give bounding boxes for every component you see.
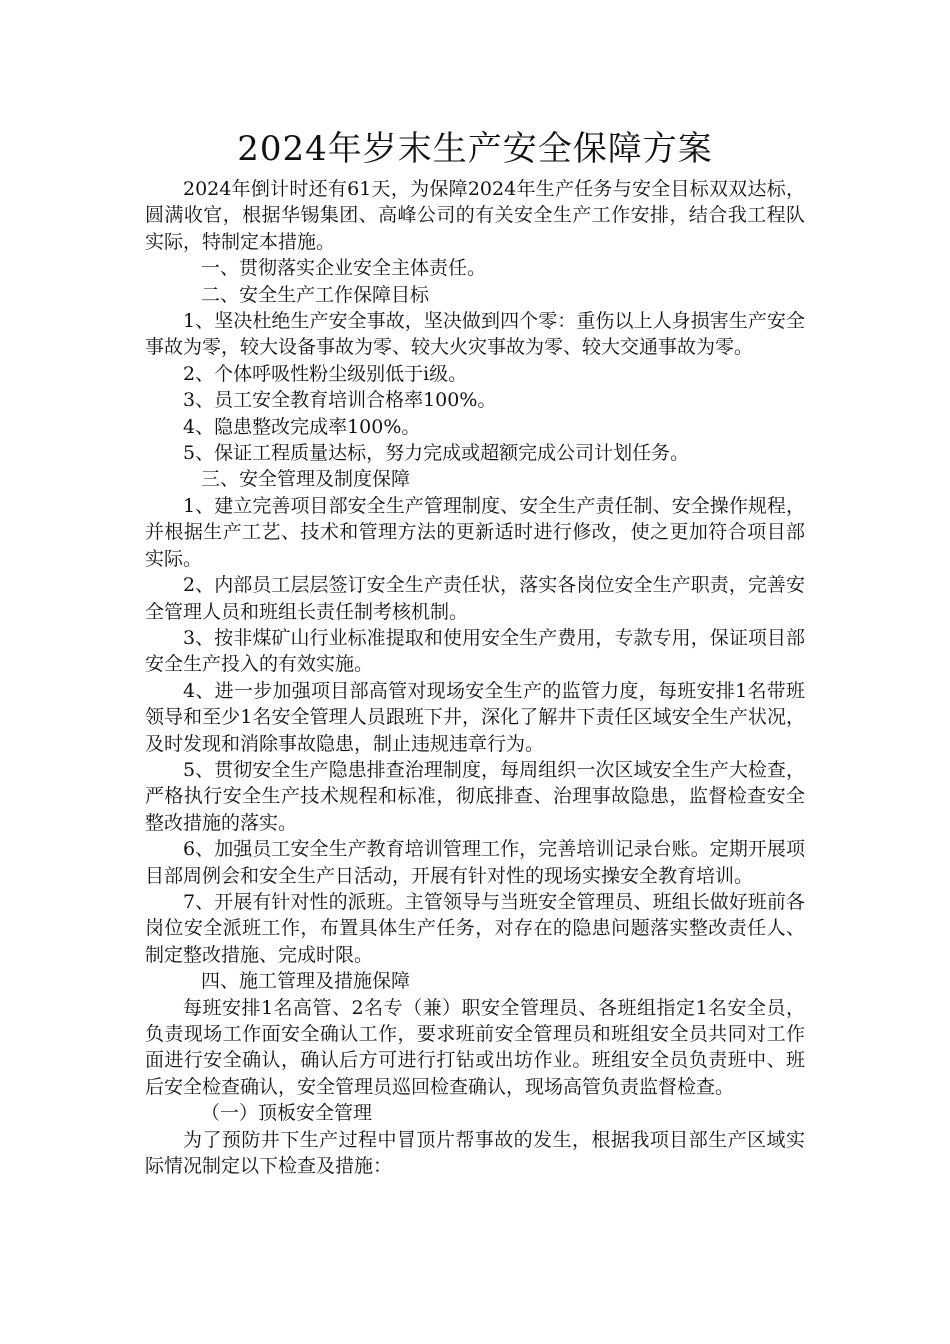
goal-item-3: 3、员工安全教育培训合格率100%。	[183, 389, 497, 412]
goal-item-1: 1、坚决杜绝生产安全事故，坚决做到四个零：重伤以上人身损害生产安全事故为零，较大设备事故为零、较大火灾事故为零、较大交通事故为零。	[145, 310, 805, 359]
management-item-1: 1、建立完善项目部安全生产管理制度、安全生产责任制、安全操作规程，并根据生产工艺、技术和管理方法的更新适时进行修改，使之更加符合项目部实际。	[145, 494, 805, 570]
roof-management-paragraph: 为了预防井下生产过程中冒顶片帮事故的发生，根据我项目部生产区域实际情况制定以下检查及措施：	[145, 1128, 805, 1178]
goal-item-5: 5、保证工程质量达标，努力完成或超额完成公司计划任务。	[183, 442, 690, 465]
subsection-heading-roof: （一）顶板安全管理	[201, 1102, 373, 1125]
section-heading-1: 一、贯彻落实企业安全主体责任。	[201, 257, 487, 280]
management-item-7: 7、开展有针对性的派班。主管领导与当班安全管理员、班组长做好班前各岗位安全派班工作，布置具体生产任务，对存在的隐患问题落实整改责任人、制定整改措施、完成时限。	[145, 890, 805, 966]
management-item-5: 5、贯彻安全生产隐患排查治理制度，每周组织一次区域安全生产大检查，严格执行安全生产技术规程和标准，彻底排查、治理事故隐患，监督检查安全整改措施的落实。	[145, 758, 805, 834]
goal-item-4: 4、隐患整改完成率100%。	[183, 415, 421, 438]
goal-item-2: 2、个体呼吸性粉尘级别低于ⅰ级。	[183, 362, 468, 385]
section-heading-4: 四、施工管理及措施保障	[201, 970, 411, 993]
section-heading-3: 三、安全管理及制度保障	[201, 468, 411, 491]
management-item-4: 4、进一步加强项目部高管对现场安全生产的监管力度，每班安排1名带班领导和至少1名安全管理人员跟班下井，深化了解井下责任区域安全生产状况，及时发现和消除事故隐患，制止违规违章行为。	[145, 679, 805, 755]
management-item-3: 3、按非煤矿山行业标准提取和使用安全生产费用，专款专用，保证项目部安全生产投入的有效实施。	[145, 626, 805, 676]
management-item-6: 6、加强员工安全生产教育培训管理工作，完善培训记录台账。定期开展项目部周例会和安全生产日活动，开展有针对性的现场实操安全教育培训。	[145, 838, 805, 887]
intro-paragraph: 2024年倒计时还有61天，为保障2024年生产任务与安全目标双双达标，圆满收官，根据华锡集团、高峰公司的有关安全生产工作安排，结合我工程队实际，特制定本措施。	[145, 178, 805, 253]
construction-paragraph: 每班安排1名高管、2名专（兼）职安全管理员、各班组指定1名安全员，负责现场工作面安全确认工作，要求班前安全管理员和班组安全员共同对工作面进行安全确认，确认后方可进行打钻或出坊作业。班组安全员负责班中、班后安全检查确认，安全管理员巡回检查确认，现场高管负责监督检查。	[145, 996, 805, 1098]
management-item-2: 2、内部员工层层签订安全生产责任状，落实各岗位安全生产职责，完善安全管理人员和班组长责任制考核机制。	[145, 574, 805, 623]
section-heading-2: 二、安全生产工作保障目标	[201, 283, 430, 306]
document-title: 2024年岁末生产安全保障方案	[237, 129, 713, 169]
document-body	[145, 176, 805, 1179]
